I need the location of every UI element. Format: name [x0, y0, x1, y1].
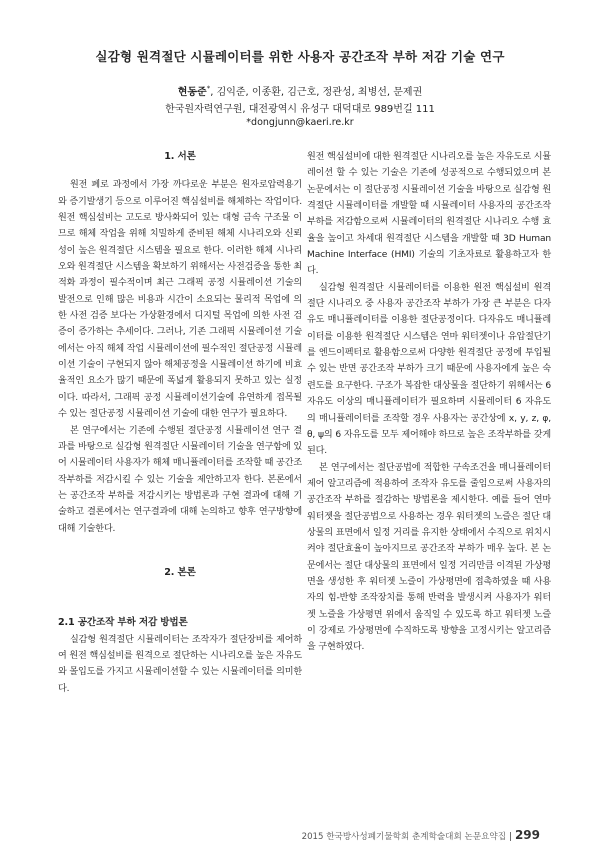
body-paragraph-1-continued: 원전 핵심설비에 대한 원격절단 시나리오를 높은 자유도로 시뮬레이션 할 수 있는 기술은 기존에 성공적으로 수행되었으며 본 논문에서는 이 절단공정 시뮬레이션 기술을 바탕으로 실감형 원격절단 시뮬레이터를 개발할 때 시뮬레이터 사용자의 공간조작 부하를 저감함으로써 시뮬레이터의 원격절단 시나리오 수행 효율을 높이고 차세대 원격절단 시스템을 개발할 때 3D Human Machine Interface (HMI) 기술의 기초자료로 활용하고자 한다. [307, 152, 551, 277]
page-footer [0, 828, 540, 842]
body-paragraph-2: 실감형 원격절단 시뮬레이터를 이용한 원전 핵심설비 원격절단 시나리오 중 사용자 공간조작 부하가 가장 큰 부분은 다자유도 매니퓰레이터를 이용한 절단공정이다. 다자유도 매니퓰레이터를 이용한 원격절단 시스템은 연마 워터젯이나 유압절단기를 엔드이펙터로 활용함으로써 다양한 원격절단 공정에 투입될 수 있는 반면 공간조작 부하가 크기 때문에 사용자에게 높은 숙련도를 요구한다. 구조가 복잡한 대상물을 절단하기 위해서는 6 자유도 이상의 매니퓰레이터가 필요하며 시뮬레이터 6 자유도의 매니퓰레이터를 조작할 경우 사용자는 공간상에 x, y, z, φ, θ, ψ의 6 자유도를 모두 제어해야 하므로 높은 조작부하를 갖게 된다. [307, 282, 551, 457]
author-line [40, 83, 560, 98]
page-number: 299 [514, 828, 540, 842]
right-column [307, 149, 551, 656]
footer-separator: | [509, 832, 512, 842]
intro-paragraph-1: 원전 폐로 과정에서 가장 까다로운 부분은 원자로압력용기와 증기발생기 등으로 이루어진 핵심설비를 해체하는 작업이다. 원전 핵심설비는 고도로 방사화되어 있는 대형 금속 구조물 이므로 해체 작업을 위해 치밀하게 준비된 해체 시나리오와 신뢰성이 높은 원격절단 시스템을 필요로 한다. 이러한 해체 시나리오와 원격절단 시스템을 확보하기 위해서는 사전검증을 통한 최적화 과정이 필수적이며 최근 그래픽 공정 시뮬레이션 기술의 발전으로 인해 많은 비용과 시간이 소요되는 물리적 목업에 의한 사전 검증 보다는 가상환경에서 디지털 목업에 의한 사전 검증이 증가하는 추세이다. 그러나, 기존 그래픽 시뮬레이션 기술에서는 아직 해체 작업 시뮬레이션에 필수적인 절단공정 시뮬레이션 기술이 구현되지 않아 해체공정을 시뮬레이션 하기에 비효율적인 요소가 많기 때문에 폭넓게 활용되지 못하고 있는 실정이다. 따라서, 그래픽 공정 시뮬레이션기술에 유연하게 접목될 수 있는 절단공정 시뮬레이션 기술에 대한 연구가 필요하다. [58, 180, 302, 420]
subsection-heading: 2.1 공간조작 부하 저감 방법론 [58, 617, 188, 629]
section-heading-body: 2. 본론 [164, 566, 196, 578]
intro-paragraph-2: 본 연구에서는 기존에 수행된 절단공정 시뮬레이션 연구 결과를 바탕으로 실감형 원격절단 시뮬레이터 기술을 연구함에 있어 시뮬레이터 사용자가 해체 매니퓰레이터를 조작할 때 공간조작부하를 저감시킬 수 있는 기술을 제안하고자 한다. 본론에서는 공간조작 부하를 저감시키는 방법론과 구현 결과에 대해 기술하고 결론에서는 연구결과에 대해 논의하고 향후 연구방향에 대해 기술한다. [58, 425, 302, 534]
author-email: *dongjunn@kaeri.re.kr [246, 117, 354, 128]
body-paragraph-3: 본 연구에서는 절단공법에 적합한 구속조건을 매니퓰레이터 제어 알고리즘에 적용하여 조작자 유도를 줄임으로써 사용자의 공간조작 부하를 절감하는 방법론을 제시한다. 예를 들어 연마 워터젯을 절단공법으로 사용하는 경우 워터젯의 노즐은 절단 대상물의 표면에서 일정 거리를 유지한 상태에서 수직으로 위치시켜야 절단효율이 높아지므로 공간조작 부하가 매우 높다. 본 논문에서는 절단 대상물의 표면에서 일정 거리만큼 이격된 가상평면을 생성한 후 워터젯 노즐이 가상평면에 접촉하였을 때 사용자의 힘-반향 조작장치를 통해 반력을 발생시켜 사용자가 워터젯 노즐을 가상평면 위에서 움직일 수 있도록 하고 워터젯 노즐이 강제로 가상평면에 수직하도록 방향을 고정시키는 알고리즘을 구현하였다. [307, 462, 551, 653]
co-authors: , 김익준, 이종환, 김근호, 정관성, 최병선, 문제권 [210, 87, 423, 98]
affiliation: 한국원자력연구원, 대전광역시 유성구 대덕대로 989번길 111 [165, 104, 435, 115]
body-paragraph-1: 실감형 원격절단 시뮬레이터는 조작자가 절단장비를 제어하여 원전 핵심설비를 원격으로 절단하는 시나리오를 높은 자유도와 몰입도를 가지고 시뮬레이션할 수 있는 시뮬레이터를 의미한다. [58, 634, 302, 694]
left-column [58, 149, 302, 697]
section-heading-introduction: 1. 서론 [164, 151, 196, 162]
journal-name: 2015 한국방사성폐기물학회 춘계학술대회 논문요약집 [301, 832, 507, 842]
paper-title: 실감형 원격절단 시뮬레이터를 위한 사용자 공간조작 부하 저감 기술 연구 [95, 49, 505, 64]
lead-author: 현동준 [177, 87, 207, 98]
corresponding-mark: * [206, 84, 211, 93]
